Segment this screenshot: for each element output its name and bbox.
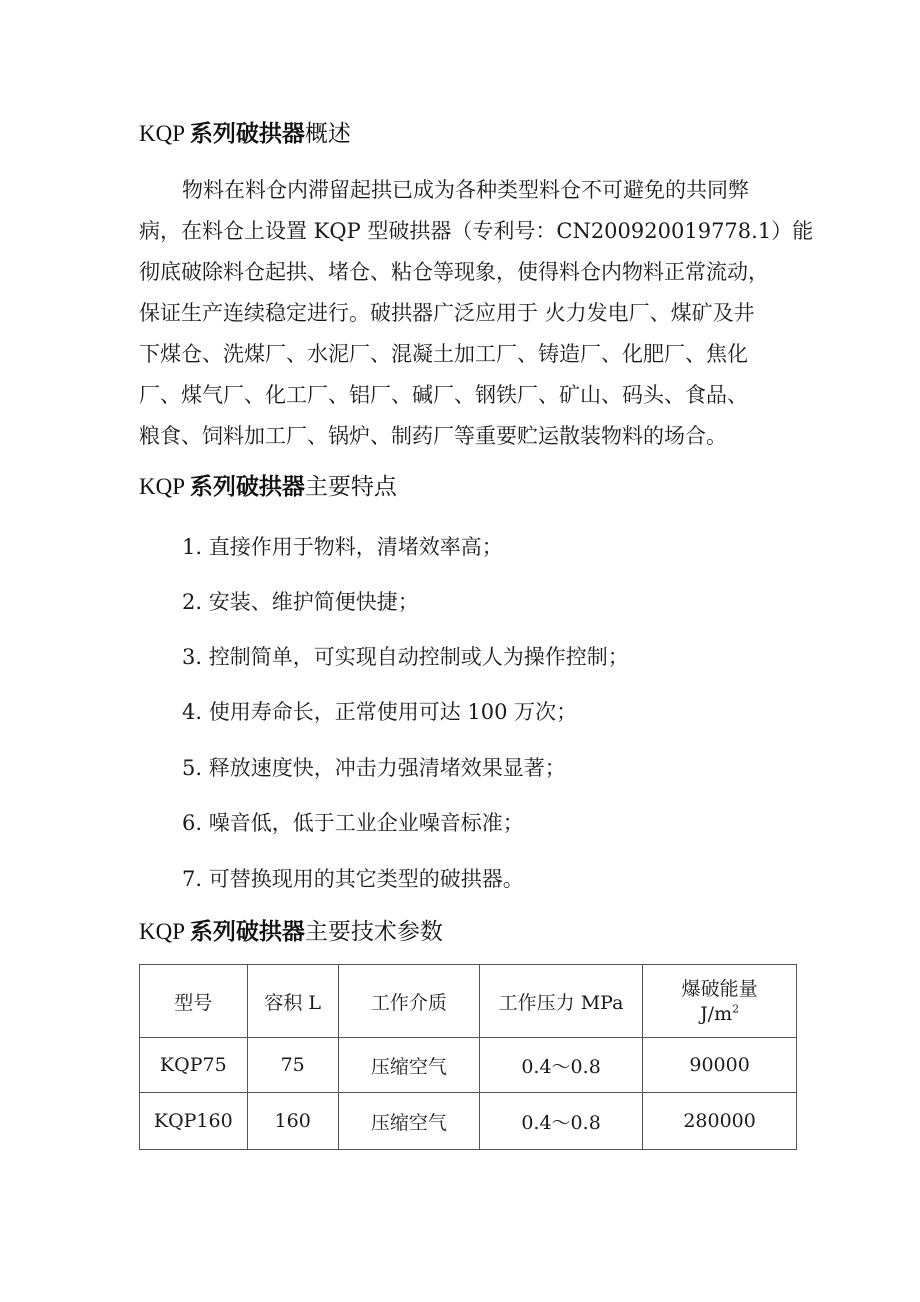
header-energy-unit	[643, 1002, 796, 1026]
table-row	[140, 1093, 797, 1150]
cell-volume: 160	[247, 1093, 338, 1150]
paragraph-line: 物料在料仓内滞留起拱已成为各种类型料仓不可避免的共同弊	[182, 178, 749, 202]
heading-rest: 主要技术参数	[304, 919, 443, 945]
paragraph-line: 下煤仓、洗煤厂、水泥厂、混凝土加工厂、铸造厂、化肥厂、焦化	[139, 342, 748, 366]
paragraph-line: 厂、煤气厂、化工厂、铝厂、碱厂、钢铁厂、矿山、码头、食品、	[139, 383, 748, 407]
header-model: 型号	[140, 965, 248, 1038]
feature-item: 7. 可替换现用的其它类型的破拱器。	[182, 867, 524, 891]
overview-heading	[139, 120, 351, 148]
header-energy	[643, 965, 797, 1038]
specs-table	[139, 964, 797, 1150]
paragraph-line: 彻底破除料仓起拱、堵仓、粘仓等现象，使得料仓内物料正常流动，	[139, 260, 769, 284]
feature-item: 6. 噪音低，低于工业企业噪音标准；	[182, 811, 524, 835]
paragraph-line: 病，在料仓上设置 KQP 型破拱器（专利号：CN200920019778.1）能	[139, 219, 814, 243]
features-heading	[139, 473, 397, 501]
heading-prefix: KQP	[139, 919, 190, 944]
cell-model: KQP160	[140, 1093, 248, 1150]
energy-unit-exponent: 2	[732, 1002, 740, 1016]
energy-unit-base: J/m	[700, 1003, 733, 1025]
heading-prefix: KQP	[139, 121, 190, 146]
header-medium: 工作介质	[338, 965, 479, 1038]
paragraph-line: 保证生产连续稳定进行。破拱器广泛应用于 火力发电厂、煤矿及井	[139, 301, 755, 325]
cell-medium: 压缩空气	[338, 1038, 479, 1093]
heading-bold: 系列破拱器	[189, 919, 305, 945]
specs-heading	[139, 918, 443, 946]
heading-bold: 系列破拱器	[189, 474, 305, 500]
cell-pressure: 0.4～0.8	[479, 1038, 642, 1093]
heading-rest: 概述	[304, 121, 351, 147]
cell-energy: 90000	[643, 1038, 797, 1093]
header-pressure: 工作压力 MPa	[479, 965, 642, 1038]
feature-item: 4. 使用寿命长，正常使用可达 100 万次；	[182, 700, 578, 724]
heading-prefix: KQP	[139, 474, 190, 499]
heading-rest: 主要特点	[304, 474, 397, 500]
header-energy-label: 爆破能量	[681, 978, 758, 1000]
feature-item: 5. 释放速度快，冲击力强清堵效果显著；	[182, 756, 566, 780]
header-volume: 容积 L	[247, 965, 338, 1038]
cell-volume: 75	[247, 1038, 338, 1093]
cell-model: KQP75	[140, 1038, 248, 1093]
table-row	[140, 1038, 797, 1093]
cell-pressure: 0.4～0.8	[479, 1093, 642, 1150]
table-header-row	[140, 965, 797, 1038]
feature-item: 1. 直接作用于物料，清堵效率高；	[182, 535, 503, 559]
cell-energy: 280000	[643, 1093, 797, 1150]
feature-item: 2. 安装、维护简便快捷；	[182, 590, 419, 614]
heading-bold: 系列破拱器	[189, 121, 305, 147]
feature-item: 3. 控制简单，可实现自动控制或人为操作控制；	[182, 645, 629, 669]
paragraph-line: 粮食、饲料加工厂、锅炉、制药厂等重要贮运散装物料的场合。	[139, 424, 727, 448]
cell-medium: 压缩空气	[338, 1093, 479, 1150]
